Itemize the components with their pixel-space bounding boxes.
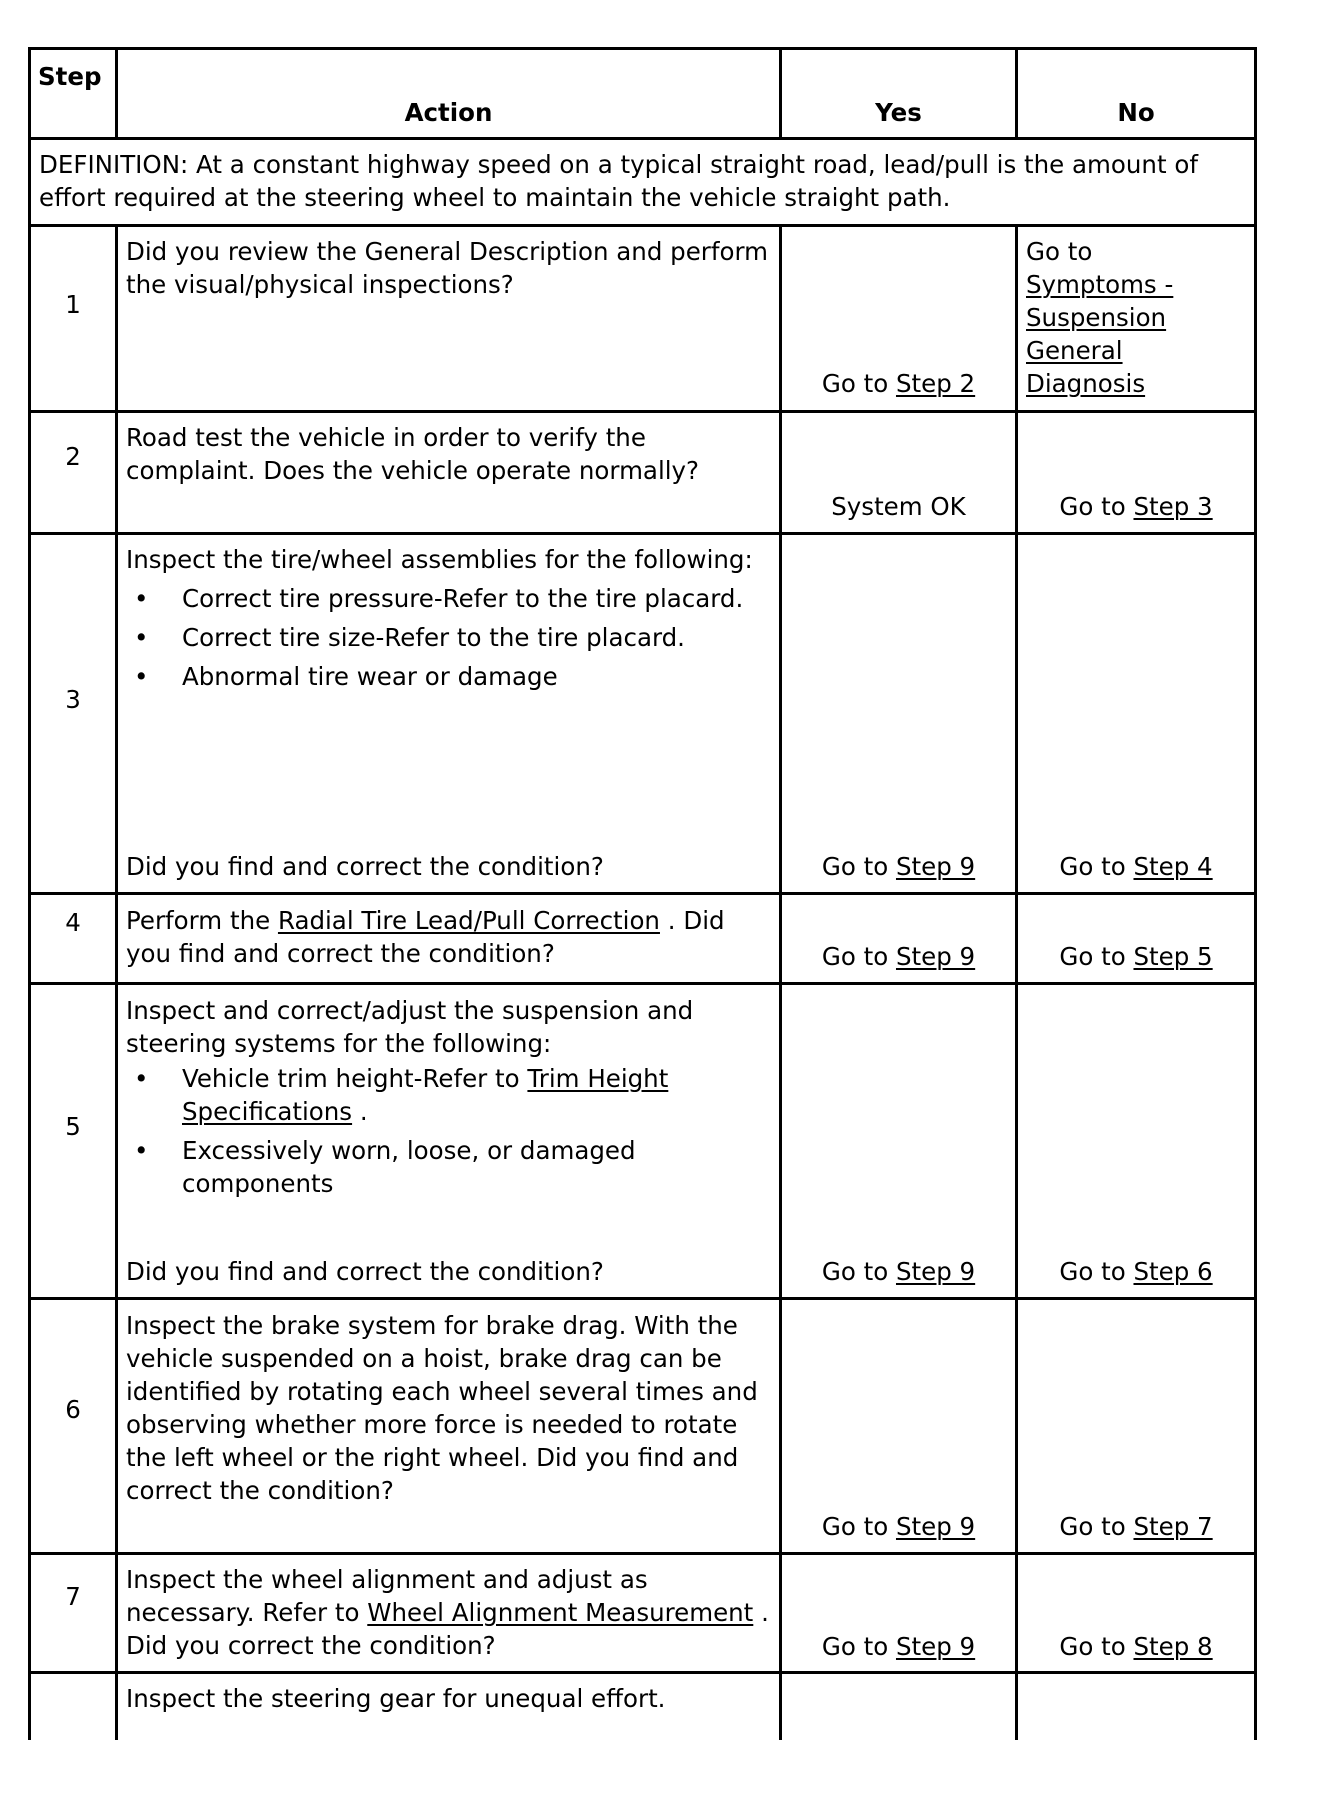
action-text: Inspect the steering gear for unequal effort. [126,1684,666,1713]
no-cell [1018,940,1254,973]
bullet-icon: • [134,623,149,652]
no-cell [1018,1510,1254,1543]
yes-link[interactable]: Step 2 [895,369,976,398]
step-number: 7 [65,1582,81,1611]
action-cell [126,904,776,970]
table-border-top [28,47,1257,50]
action-intro: Inspect the tire/wheel assemblies for the following: [126,545,753,574]
action-text: Inspect the brake system for brake drag. With the vehicle suspended on a hoist, brake drag can be identified by rotating each wheel several times and observing whether more force is needed to rotate the left wheel or the right wheel. Did you find and correct the condition? [126,1311,758,1505]
action-suffix: . Did you correct the condition? [126,1598,769,1660]
bullet-text: Correct tire pressure-Refer to the tire placard. [182,584,744,613]
no-cell [1018,1630,1254,1663]
bullet-suffix: . [352,1097,368,1126]
step-number: 4 [65,908,81,937]
bullet-item [126,660,776,693]
table-border-right [1254,47,1257,1740]
yes-link[interactable]: Step 9 [895,852,976,881]
yes-cell [782,367,1015,400]
action-cell [126,1563,776,1662]
yes-prefix: Go to [821,942,896,971]
bullet-link[interactable]: Trim Height Specifications [182,1064,669,1126]
yes-link[interactable]: Step 9 [895,1257,976,1286]
row-divider [28,1552,1257,1555]
action-link[interactable]: Wheel Alignment Measurement [367,1598,754,1627]
row-divider [28,892,1257,895]
bullet-item [126,1062,776,1128]
yes-link[interactable]: Step 9 [895,942,976,971]
column-divider-step [115,224,118,1740]
no-cell [1018,850,1254,883]
definition-divider [28,224,1257,227]
action-cell [126,994,776,1206]
header-action: Action [404,98,493,127]
action-suffix: . Did you find and correct the condition? [126,906,725,968]
row-divider [28,410,1257,413]
yes-cell [782,1255,1015,1288]
action-link[interactable]: Radial Tire Lead/Pull Correction [277,906,660,935]
bullet-text: Excessively worn, loose, or damaged components [182,1136,636,1198]
no-link[interactable]: Step 5 [1133,942,1213,971]
header-yes: Yes [875,98,922,127]
no-prefix: Go to [1059,1512,1134,1541]
action-intro: Inspect and correct/adjust the suspension and steering systems for the following: [126,996,694,1058]
action-text: Road test the vehicle in order to verify the complaint. Does the vehicle operate normally? [126,423,700,485]
step-number: 3 [65,685,81,714]
step-number: 5 [65,1112,81,1141]
yes-prefix: Go to [821,852,896,881]
header-step: Step [38,62,102,91]
no-link[interactable]: Step 7 [1133,1512,1213,1541]
bullet-list [126,1062,776,1200]
yes-cell [782,940,1015,973]
action-text: Did you review the General Description and perform the visual/physical inspections? [126,237,768,299]
yes-cell [782,1510,1015,1543]
step-number: 1 [65,290,81,319]
header-divider [28,137,1257,140]
yes-cell: System OK [831,492,966,521]
no-prefix: Go to [1059,852,1134,881]
bullet-text: Correct tire size-Refer to the tire placard. [182,623,685,652]
no-prefix: Go to [1059,1632,1134,1661]
no-cell [1018,490,1254,523]
header-no: No [1117,98,1155,127]
step-number: 6 [65,1395,81,1424]
no-prefix: Go to [1026,237,1093,266]
bullet-item [126,1134,776,1200]
no-cell [1026,235,1206,400]
action-prefix: Inspect the wheel alignment and adjust as necessary. Refer to [126,1565,648,1627]
yes-link[interactable]: Step 9 [895,1512,976,1541]
no-link[interactable]: Step 4 [1133,852,1213,881]
bullet-icon: • [134,1136,149,1165]
no-prefix: Go to [1059,1257,1134,1286]
action-question: Did you find and correct the condition? [126,852,604,881]
yes-link[interactable]: Step 9 [895,1632,976,1661]
bullet-icon: • [134,662,149,691]
step-number: 2 [65,442,81,471]
no-link[interactable]: Step 6 [1133,1257,1213,1286]
action-question: Did you find and correct the condition? [126,1257,604,1286]
yes-cell [782,850,1015,883]
no-link[interactable]: Symptoms - Suspension General Diagnosis [1026,270,1174,398]
no-prefix: Go to [1059,492,1134,521]
bullet-item [126,621,776,654]
bullet-list [126,582,776,693]
row-divider [28,1297,1257,1300]
action-prefix: Perform the [126,906,278,935]
row-divider [28,532,1257,535]
bullet-text: Abnormal tire wear or damage [182,662,558,691]
bullet-icon: • [134,1064,149,1093]
no-prefix: Go to [1059,942,1134,971]
no-link[interactable]: Step 3 [1133,492,1213,521]
row-divider [28,1671,1257,1674]
yes-prefix: Go to [821,1632,896,1661]
yes-prefix: Go to [821,1257,896,1286]
row-divider [28,982,1257,985]
bullet-item [126,582,776,615]
no-cell [1018,1255,1254,1288]
yes-cell [782,1630,1015,1663]
bullet-prefix: Vehicle trim height-Refer to [182,1064,528,1093]
yes-prefix: Go to [821,369,896,398]
no-link[interactable]: Step 8 [1133,1632,1213,1661]
action-cell [126,543,776,699]
bullet-icon: • [134,584,149,613]
definition-text: DEFINITION: At a constant highway speed on a typical straight road, lead/pull is the amount of effort required at the steering wheel to maintain the vehicle straight path. [39,150,1198,212]
yes-prefix: Go to [821,1512,896,1541]
